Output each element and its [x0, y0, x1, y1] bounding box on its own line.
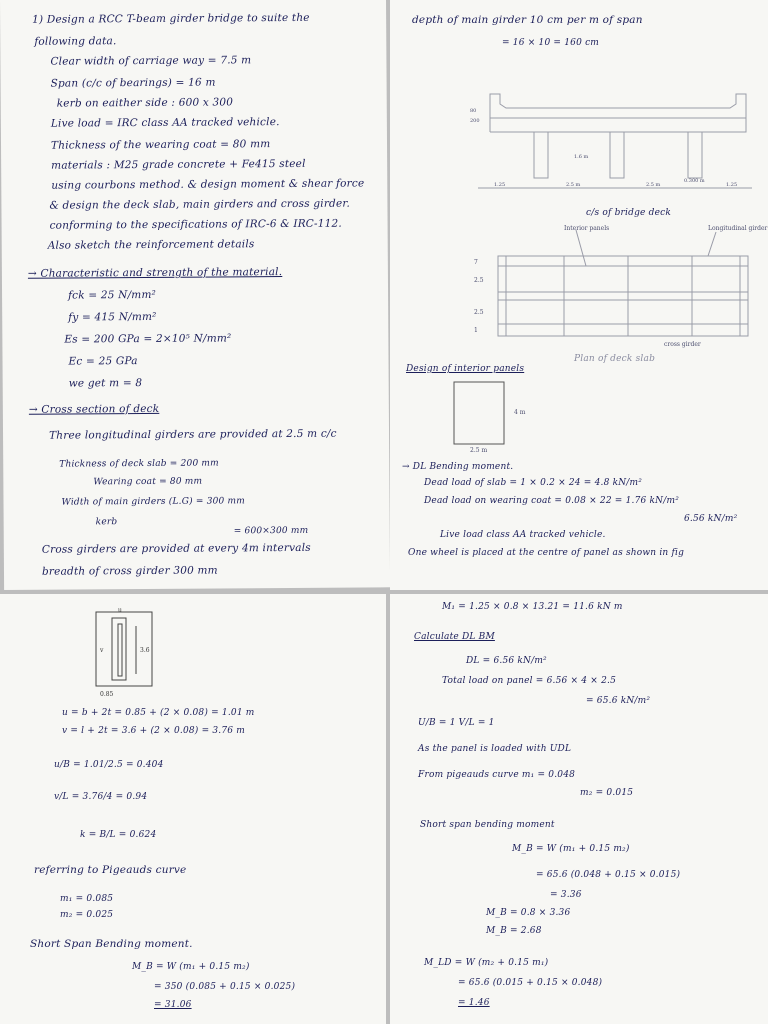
cross-section-line: Three longitudinal girders are provided at 2.5 m c/c [49, 427, 337, 442]
bending-line: → DL Bending moment. [402, 462, 514, 472]
deck-cross-section-figure [470, 84, 760, 200]
wheel-load-dispersion-figure [90, 604, 170, 700]
wheel-label-bottom: 0.85 [100, 691, 114, 698]
material-line: fck = 25 N/mm² [68, 288, 157, 302]
problem-line: kerb on eaither side : 600 x 300 [56, 96, 234, 110]
calc-line: v = l + 2t = 3.6 + (2 × 0.08) = 3.76 m [62, 726, 246, 736]
calc-line: DL = 6.56 kN/m² [466, 656, 547, 666]
notebook-page-1 [0, 0, 390, 590]
deck-plan-figure [468, 220, 768, 350]
problem-line: Clear width of carriage way = 7.5 m [50, 54, 252, 68]
section-heading: → Cross section of deck [28, 402, 160, 416]
cross-section-line: = 600×300 mm [233, 525, 309, 537]
section-heading: Design of interior panels [406, 364, 525, 374]
calc-line: Calculate DL BM [414, 632, 495, 642]
problem-line: using courbons method. & design moment & shear force [51, 177, 365, 192]
calc-line: m₂ = 0.015 [580, 788, 634, 798]
calc-line: v/L = 3.76/4 = 0.94 [54, 792, 148, 802]
calc-line: = 1.46 [458, 998, 490, 1008]
panel-dim: 2.5 m [470, 447, 488, 454]
cross-section-line: Wearing coat = 80 mm [93, 476, 203, 488]
bending-line: Dead load of slab = 1 × 0.2 × 24 = 4.8 kN/m² [424, 478, 643, 488]
cross-section-line: Cross girders are provided at every 4m intervals [41, 541, 311, 556]
material-line: we get m = 8 [68, 377, 143, 390]
dim-label: 2.5 [474, 277, 484, 284]
dim-label: 1 [474, 327, 478, 334]
problem-line: materials : M25 grade concrete + Fe415 steel [51, 157, 306, 172]
dim-label: 2.5 m [566, 182, 581, 188]
plan-label: Longitudinal girder [708, 225, 768, 232]
calc-line: M_B = W (m₁ + 0.15 m₂) [132, 962, 250, 972]
bending-line: 6.56 kN/m² [684, 514, 738, 524]
calc-line: From pigeauds curve m₁ = 0.048 [418, 770, 576, 780]
interior-panel-figure [450, 380, 550, 452]
problem-line: Thickness of the wearing coat = 80 mm [50, 138, 271, 152]
calc-line: = 65.6 (0.048 + 0.15 × 0.015) [536, 870, 681, 880]
calc-line: M₁ = 1.25 × 0.8 × 13.21 = 11.6 kN m [442, 602, 623, 612]
wheel-label-v: v [100, 647, 104, 654]
calc-line: Total load on panel = 6.56 × 4 × 2.5 [442, 676, 616, 686]
cross-section-line: kerb [95, 517, 118, 528]
dim-label: 2.5 m [646, 182, 661, 188]
problem-line: Live load = IRC class AA tracked vehicle. [50, 116, 280, 130]
bending-line: One wheel is placed at the centre of panel as shown in fig [408, 548, 685, 558]
calc-line: = 350 (0.085 + 0.15 × 0.025) [154, 982, 296, 992]
problem-line: Span (c/c of bearings) = 16 m [50, 76, 216, 90]
figure-caption: Plan of deck slab [574, 354, 656, 364]
calc-line: Short Span Bending moment. [30, 938, 193, 950]
problem-line: following data. [34, 35, 117, 48]
calc-line: m₁ = 0.085 [60, 894, 114, 904]
material-line: Es = 200 GPa = 2×10⁵ N/mm² [64, 332, 232, 346]
cross-section-line: Thickness of deck slab = 200 mm [59, 458, 219, 470]
calc-line: referring to Pigeauds curve [34, 864, 187, 876]
calc-line: M_LD = W (m₂ + 0.15 m₁) [424, 958, 549, 968]
dim-label: 2.5 [474, 309, 484, 316]
notebook-page-2 [390, 0, 768, 590]
dim-label: 80 [470, 108, 477, 114]
calc-line: = 65.6 (0.015 + 0.15 × 0.048) [458, 978, 603, 988]
material-line: fy = 415 N/mm² [68, 310, 157, 324]
wheel-label-u: u [118, 607, 122, 614]
section-heading: → Characteristic and strength of the material. [27, 266, 283, 280]
calc-line: = 3.36 [550, 890, 582, 900]
calc-line: As the panel is loaded with UDL [418, 744, 572, 754]
bending-line: Dead load on wearing coat = 0.08 × 22 = 1.76 kN/m² [424, 496, 680, 506]
plan-label: Interior panels [564, 225, 610, 232]
cross-section-line: breadth of cross girder 300 mm [41, 564, 218, 578]
calc-line: u = b + 2t = 0.85 + (2 × 0.08) = 1.01 m [62, 708, 255, 718]
dim-label: 7 [474, 259, 478, 266]
dim-label: 1.25 [726, 182, 738, 188]
dim-label: 1.6 m [574, 154, 589, 160]
panel-dim: 4 m [514, 409, 526, 416]
dim-label: 0.300 m [684, 178, 705, 184]
calc-line: U/B = 1 V/L = 1 [418, 718, 495, 728]
problem-line: conforming to the specifications of IRC-6 & IRC-112. [49, 217, 342, 232]
calc-line: u/B = 1.01/2.5 = 0.404 [54, 760, 164, 770]
dim-label: 1.25 [494, 182, 506, 188]
calc-line: m₂ = 0.025 [60, 910, 114, 920]
calc-line: M_B = 2.68 [486, 926, 542, 936]
calc-line: k = B/L = 0.624 [80, 830, 157, 840]
calc-line: = 65.6 kN/m² [586, 696, 651, 706]
calc-line: Short span bending moment [420, 820, 555, 830]
wheel-label-side: 3.6 [140, 647, 150, 654]
bending-line: Live load class AA tracked vehicle. [440, 530, 606, 540]
calc-line: M_B = W (m₁ + 0.15 m₂) [512, 844, 630, 854]
plan-label: cross girder [664, 341, 701, 348]
notebook-page-4 [390, 594, 768, 1024]
depth-line: depth of main girder 10 cm per m of span [412, 14, 643, 26]
notebook-page-3 [0, 594, 386, 1024]
problem-line: & design the deck slab, main girders and cross girder. [49, 197, 351, 212]
figure-caption: c/s of bridge deck [586, 208, 671, 218]
material-line: Ec = 25 GPa [68, 355, 138, 368]
calc-line: = 31.06 [154, 1000, 192, 1010]
depth-line: = 16 × 10 = 160 cm [502, 38, 600, 48]
dim-label: 200 [470, 118, 480, 124]
cross-section-line: Width of main girders (L.G) = 300 mm [61, 496, 246, 508]
calc-line: M_B = 0.8 × 3.36 [486, 908, 571, 918]
problem-line: Also sketch the reinforcement details [47, 238, 255, 252]
problem-line: 1) Design a RCC T-beam girder bridge to suite the [32, 11, 310, 26]
